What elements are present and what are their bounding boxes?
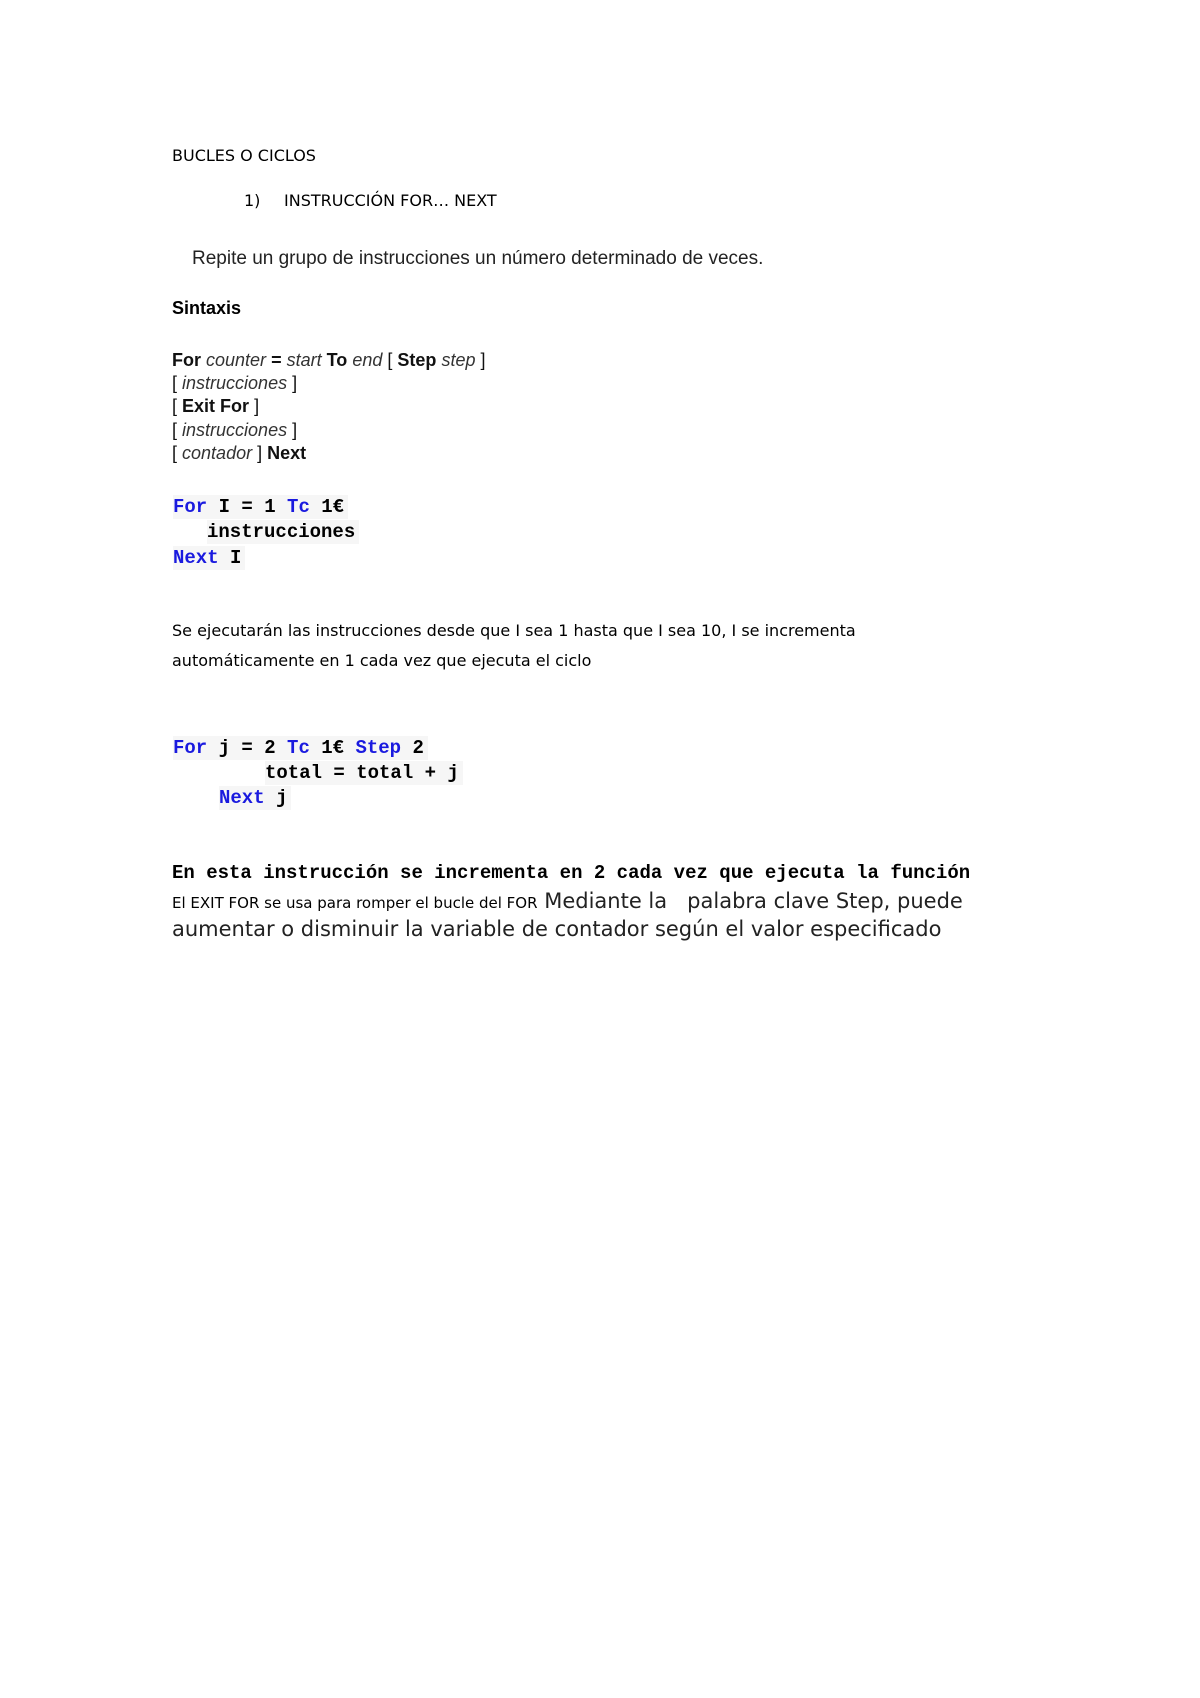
param-contador: contador	[182, 443, 253, 463]
code-keyword: Tc	[287, 737, 310, 759]
step-explanation: En esta instrucción se incrementa en 2 cada vez que ejecuta la función	[172, 862, 971, 884]
code-keyword: Tc	[287, 496, 310, 518]
param-counter: counter	[206, 350, 267, 370]
code1-line-2: instrucciones	[207, 520, 359, 544]
section-heading	[244, 191, 497, 210]
syntax-line-2	[172, 373, 297, 394]
syntax-line-5	[172, 443, 306, 464]
kw-step: Step	[397, 350, 437, 370]
close-bracket: ]	[480, 350, 486, 370]
equals-sign: =	[271, 350, 282, 370]
code-keyword: For	[173, 737, 208, 759]
intro-text: Repite un grupo de instrucciones un número determinado de veces.	[192, 248, 764, 269]
code-text: 2	[401, 737, 424, 759]
exit-for-note: El EXIT FOR se usa para romper el bucle del FOR	[172, 894, 538, 912]
close-bracket: ]	[254, 396, 260, 416]
syntax-title: Sintaxis	[172, 298, 242, 318]
param-end: end	[352, 350, 383, 370]
code-keyword: For	[173, 496, 208, 518]
param-instrucciones: instrucciones	[182, 420, 288, 440]
code-text: j	[264, 787, 288, 809]
step-note: Mediante la palabra clave Step, puede aumentar o disminuir la variable de contador según el valor especificado	[172, 889, 970, 941]
explanation-paragraph: Se ejecutarán las instrucciones desde que I sea 1 hasta que I sea 10, I se incrementa automáticamente en 1 cada vez que ejecuta el ciclo	[172, 621, 856, 670]
code-keyword: Next	[173, 547, 219, 569]
kw-for: For	[172, 350, 201, 370]
code-keyword: Step	[355, 737, 402, 759]
final-paragraph	[172, 888, 1012, 942]
open-bracket: [	[172, 396, 178, 416]
open-bracket: [	[172, 420, 178, 440]
param-step: step	[441, 350, 476, 370]
param-start: start	[286, 350, 322, 370]
code-text: I	[218, 547, 242, 569]
code-text: I = 1	[207, 496, 288, 518]
close-bracket: ]	[292, 373, 298, 393]
document-title: BUCLES O CICLOS	[172, 146, 316, 165]
kw-next: Next	[267, 443, 307, 463]
syntax-line-1	[172, 350, 486, 371]
open-bracket: [	[387, 350, 393, 370]
close-bracket: ]	[257, 443, 263, 463]
code-keyword: Next	[219, 787, 265, 809]
code2-line-3	[219, 786, 291, 810]
code2-line-2: total = total + j	[265, 761, 463, 785]
param-instrucciones: instrucciones	[182, 373, 288, 393]
heading-number: 1)	[244, 191, 261, 210]
open-bracket: [	[172, 443, 178, 463]
code1-line-1	[173, 495, 348, 519]
code-text: 1€	[309, 496, 345, 518]
syntax-line-3	[172, 396, 259, 417]
kw-to: To	[326, 350, 348, 370]
code-text: 1€	[309, 737, 356, 759]
code2-line-1	[173, 736, 428, 760]
open-bracket: [	[172, 373, 178, 393]
heading-text: INSTRUCCIÓN FOR… NEXT	[284, 191, 497, 210]
close-bracket: ]	[292, 420, 298, 440]
code1-line-3	[173, 546, 245, 570]
kw-exit-for: Exit For	[182, 396, 250, 416]
syntax-line-4	[172, 420, 297, 441]
code-text: j = 2	[207, 737, 288, 759]
